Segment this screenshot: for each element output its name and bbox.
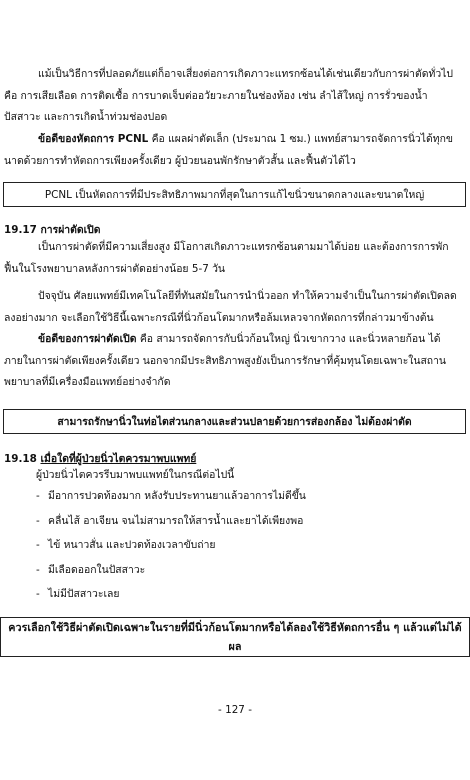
list-item: - คลื่นไส้ อาเจียน จนไม่สามารถให้สารน้ำและยาได้เพียงพอ — [36, 514, 304, 527]
callout-box-open-surgery — [0, 617, 470, 657]
list-item-text: มีเลือดออกในปัสสาวะ — [48, 563, 146, 576]
section-title: เมื่อใดที่ผู้ป่วยนิ่วไตควรมาพบแพทย์ — [40, 453, 197, 465]
list-item-text: ไม่มีปัสสาวะเลย — [48, 588, 120, 600]
open-surgery-advantages-text: คือ สามารถจัดการกับนิ่วก้อนใหญ่ นิ่วเขากวาง และนิ่วหลายก้อน ได้ภายในการผ่าตัดเพียงครั้งเดียว นอกจากมีประสิทธิภาพสูงยังเป็นการรักษาที่คุ้มทุนโดยเฉพาะในสถานพยาบาลที่มีเครื่องมือแพทย์อย่างจำกัด — [4, 333, 447, 388]
callout-box-ureteral-stone — [3, 409, 466, 434]
list-item-text: ไข้ หนาวสั่น และปวดท้องเวลาขับถ่าย — [48, 539, 216, 551]
paragraph-pcnl-advantages — [4, 129, 460, 172]
pcnl-advantages-text: คือ แผลผ่าตัดเล็ก (ประมาณ 1 ซม.) แพทย์สามารถจัดการนิ่วได้ทุกขนาดด้วยการทำหัตถการเพียงครั้งเดียว ผู้ป่วยนอนพักรักษาตัวสั้น และฟื้นตัวได้ไว — [4, 133, 453, 167]
callout-box-pcnl — [3, 182, 466, 207]
section-title: การผ่าตัดเปิด — [40, 224, 101, 236]
paragraph-open-surgery-risk: เป็นการผ่าตัดที่มีความเสี่ยงสูง มีโอกาสเกิดภาวะแทรกซ้อนตามมาได้บ่อย และต้องการการพักฟื้นในโรงพยาบาลหลังการผ่าตัดอย่างน้อย 5-7 วัน — [4, 241, 449, 275]
paragraph-open-surgery-today: ปัจจุบัน ศัลยแพทย์มีเทคโนโลยีที่ทันสมัยในการนำนิ่วออก ทำให้ความจำเป็นในการผ่าตัดเปิดลดลงอย่างมาก จะเลือกใช้วิธีนี้เฉพาะกรณีที่นิ่วก้อนโตมากหรือล้มเหลวจากหัตถการที่กล่าวมาข้างต้น — [4, 290, 457, 324]
paragraph-open-surgery-advantages — [4, 329, 460, 394]
list-intro: ผู้ป่วยนิ่วไตควรรีบมาพบแพทย์ในกรณีต่อไปนี้ — [36, 469, 235, 481]
list-item: - มีเลือดออกในปัสสาวะ — [36, 563, 146, 576]
section-number: 19.17 — [4, 224, 37, 236]
list-item-text: มีอาการปวดท้องมาก หลังรับประทานยาแล้วอาการไม่ดีขึ้น — [48, 490, 306, 502]
callout-text-ureteral-stone: สามารถรักษานิ่วในท่อไตส่วนกลางและส่วนปลายด้วยการส่องกล้อง ไม่ต้องผ่าตัด — [57, 416, 412, 428]
list-item-text: คลื่นไส้ อาเจียน จนไม่สามารถให้สารน้ำและยาได้เพียงพอ — [48, 514, 304, 527]
symptom-list — [36, 484, 306, 607]
section-number: 19.18 — [4, 453, 37, 465]
list-item: - ไข้ หนาวสั่น และปวดท้องเวลาขับถ่าย — [36, 539, 216, 551]
pcnl-advantages-label: ข้อดีของหัตถการ PCNL — [38, 133, 149, 145]
list-item: - มีอาการปวดท้องมาก หลังรับประทานยาแล้วอาการไม่ดีขึ้น — [36, 490, 306, 502]
paragraph-complications: แม้เป็นวิธีการที่ปลอดภัยแต่ก็อาจเสี่ยงต่อการเกิดภาวะแทรกซ้อนได้เช่นเดียวกับการผ่าตัดทั่วไป คือ การเสียเลือด การติดเชื้อ การบาดเจ็บต่ออวัยวะภายในช่องท้อง เช่น ลำไส้ใหญ่ การรั่วของน้ำปัสสาวะ และการเกิดน้ำท่วมช่องปอด — [4, 68, 453, 123]
callout-text-pcnl: PCNL เป็นหัตถการที่มีประสิทธิภาพมากที่สุดในการแก้ไขนิ่วขนาดกลางและขนาดใหญ่ — [44, 189, 425, 201]
callout-text-open-surgery: ควรเลือกใช้วิธีผ่าตัดเปิดเฉพาะในรายที่มีนิ่วก้อนโตมากหรือได้ลองใช้วิธีหัตถการอื่น ๆ แล้วแต่ไม่ได้ผล — [8, 621, 462, 653]
open-surgery-advantages-label: ข้อดีของการผ่าตัดเปิด — [38, 333, 137, 345]
list-item: - ไม่มีปัสสาวะเลย — [36, 588, 120, 600]
page-number: - 127 - — [218, 704, 252, 716]
